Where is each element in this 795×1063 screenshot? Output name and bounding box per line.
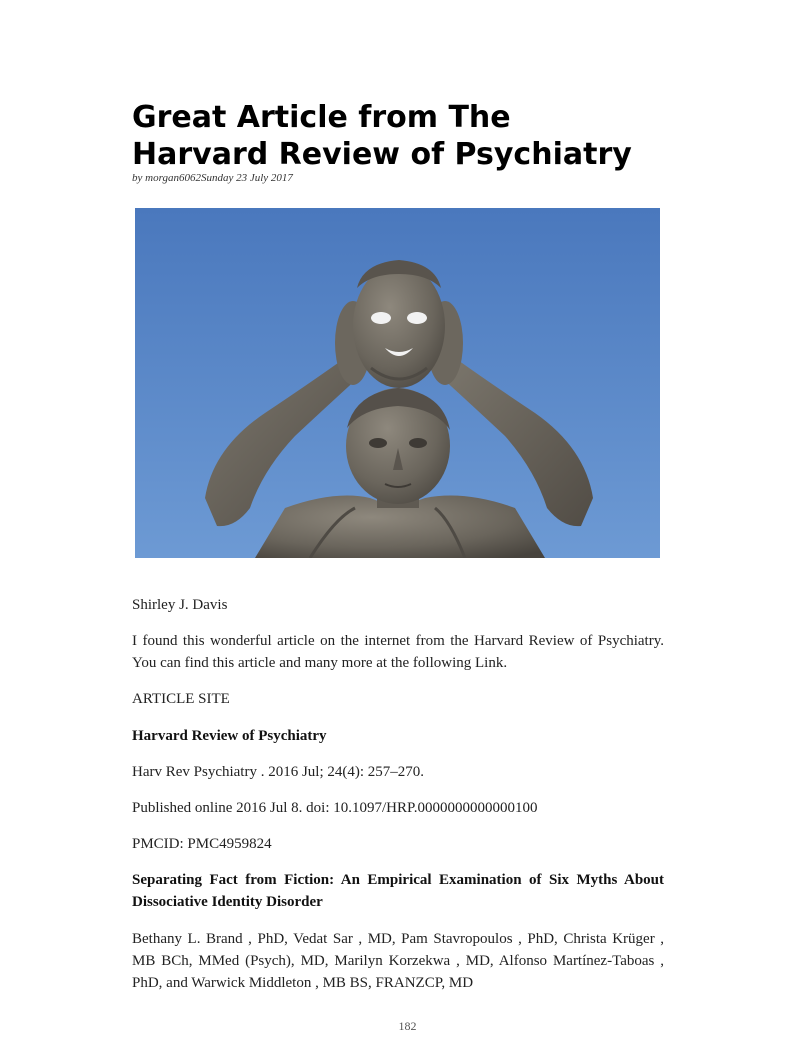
- intro-paragraph: I found this wonderful article on the internet from the Harvard Review of Psychiatry. You can find this article and many more at the following Link.: [132, 633, 664, 671]
- article-title-line-1: Great Article from The: [132, 100, 511, 135]
- article-site-link[interactable]: ARTICLE SITE: [132, 691, 230, 707]
- paper-title: Separating Fact from Fiction: An Empirical Examination of Six Myths About Dissociative Identity Disorder: [132, 872, 664, 910]
- journal-name: Harvard Review of Psychiatry: [132, 728, 327, 744]
- byline-author[interactable]: by morgan6062: [132, 172, 201, 184]
- byline-date: Sunday 23 July 2017: [200, 172, 293, 184]
- byline: [132, 172, 293, 184]
- paper-authors: Bethany L. Brand , PhD, Vedat Sar , MD, Pam Stavropoulos , PhD, Christa Krüger , MB BCh, MMed (Psych), MD, Marilyn Korzekwa , MD, Alfonso Martínez-Taboas , PhD, and Warwick Middleton , MB BS, FRANZCP, MD: [132, 931, 664, 991]
- published-doi: Published online 2016 Jul 8. doi: 10.1097/HRP.0000000000000100: [132, 800, 538, 816]
- statue-photo: [135, 208, 660, 558]
- article-title: [132, 99, 692, 173]
- author-name: Shirley J. Davis: [132, 597, 228, 613]
- citation: Harv Rev Psychiatry . 2016 Jul; 24(4): 257–270.: [132, 764, 425, 780]
- pmcid: PMCID: PMC4959824: [132, 836, 272, 852]
- theatre-mask: [353, 264, 445, 388]
- statue-illustration: [135, 208, 660, 558]
- article-title-line-2: Harvard Review of Psychiatry: [132, 137, 632, 172]
- page-number: 182: [398, 1019, 417, 1033]
